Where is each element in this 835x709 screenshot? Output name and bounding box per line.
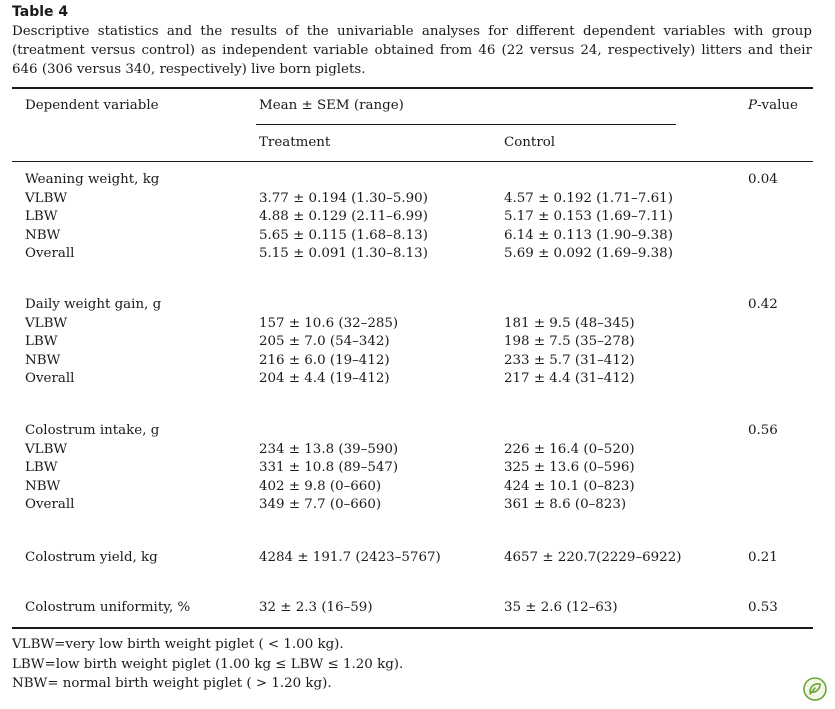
row-treatment-value: 5.15 ± 0.091 (1.30–8.13) — [259, 246, 428, 262]
footnote-lbw: LBW=low birth weight piglet (1.00 kg ≤ LBW ≤ 1.20 kg). — [12, 656, 404, 672]
row-control-value: 198 ± 7.5 (35–278) — [504, 334, 635, 350]
row-treatment-value: 4.88 ± 0.129 (2.11–6.99) — [259, 209, 428, 225]
recycle-leaf-icon[interactable] — [803, 677, 827, 701]
table-title: Table 4 — [12, 4, 69, 20]
row-label: Colostrum yield, kg — [25, 550, 158, 565]
header-p-suffix: -value — [757, 98, 798, 113]
footnote-nbw: NBW= normal birth weight piglet ( > 1.20 kg). — [12, 676, 332, 691]
row-control-value: 361 ± 8.6 (0–823) — [504, 497, 627, 513]
group-p-value: 0.42 — [748, 297, 778, 312]
row-control-value: 5.69 ± 0.092 (1.69–9.38) — [504, 246, 673, 262]
row-label: Overall — [25, 371, 75, 387]
row-label: LBW — [25, 460, 58, 476]
row-label: Overall — [25, 246, 75, 262]
header-control: Control — [504, 135, 556, 150]
group-p-value: 0.56 — [748, 423, 778, 438]
row-treatment-value: 4284 ± 191.7 (2423–5767) — [259, 550, 441, 565]
row-label: VLBW — [25, 190, 68, 206]
row-control-value: 4.57 ± 0.192 (1.71–7.61) — [504, 190, 673, 206]
header-subrule — [256, 124, 676, 125]
row-treatment-value: 157 ± 10.6 (32–285) — [259, 315, 399, 331]
row-label: Overall — [25, 497, 75, 513]
group-label: Colostrum intake, g — [25, 423, 160, 438]
table-header-rule — [12, 161, 813, 162]
group-label: Daily weight gain, g — [25, 297, 162, 312]
row-control-value: 424 ± 10.1 (0–823) — [504, 478, 635, 494]
row-control-value: 233 ± 5.7 (31–412) — [504, 352, 635, 368]
group-p-value: 0.04 — [748, 172, 778, 187]
row-treatment-value: 3.77 ± 0.194 (1.30–5.90) — [259, 190, 428, 206]
header-mean-sem: Mean ± SEM (range) — [259, 98, 404, 113]
row-treatment-value: 402 ± 9.8 (0–660) — [259, 478, 382, 494]
table-caption: Descriptive statistics and the results of the univariable analyses for different dependent variables with group (treatment versus control) as independent variable obtained from 46 (22 versus 24, respectively) litters and their 646 (306 versus 340, respectively) live born piglets. — [12, 24, 812, 77]
row-label: VLBW — [25, 441, 68, 457]
table-bottom-rule — [12, 627, 813, 629]
header-dependent-variable: Dependent variable — [25, 98, 159, 113]
group-label: Weaning weight, kg — [25, 172, 160, 187]
row-treatment-value: 216 ± 6.0 (19–412) — [259, 352, 390, 368]
row-label: NBW — [25, 227, 61, 243]
row-treatment-value: 204 ± 4.4 (19–412) — [259, 371, 390, 387]
row-label: NBW — [25, 478, 61, 494]
header-p-letter: P — [748, 98, 758, 113]
row-treatment-value: 5.65 ± 0.115 (1.68–8.13) — [259, 227, 428, 243]
row-p-value: 0.21 — [748, 550, 778, 565]
header-p-value — [748, 97, 798, 116]
row-label: LBW — [25, 334, 58, 350]
row-label: Colostrum uniformity, % — [25, 600, 191, 615]
row-control-value: 35 ± 2.6 (12–63) — [504, 600, 618, 615]
row-treatment-value: 32 ± 2.3 (16–59) — [259, 600, 373, 615]
table-footnotes — [12, 635, 403, 694]
row-control-value: 325 ± 13.6 (0–596) — [504, 460, 635, 476]
row-control-value: 5.17 ± 0.153 (1.69–7.11) — [504, 209, 673, 225]
table-top-rule — [12, 87, 813, 89]
row-control-value: 4657 ± 220.7(2229–6922) — [504, 550, 682, 565]
row-label: NBW — [25, 352, 61, 368]
header-treatment: Treatment — [259, 135, 331, 150]
row-treatment-value: 331 ± 10.8 (89–547) — [259, 460, 399, 476]
row-control-value: 181 ± 9.5 (48–345) — [504, 315, 635, 331]
row-control-value: 217 ± 4.4 (31–412) — [504, 371, 635, 387]
row-label: LBW — [25, 209, 58, 225]
row-p-value: 0.53 — [748, 600, 778, 615]
row-treatment-value: 205 ± 7.0 (54–342) — [259, 334, 390, 350]
row-label: VLBW — [25, 315, 68, 331]
row-treatment-value: 349 ± 7.7 (0–660) — [259, 497, 382, 513]
row-treatment-value: 234 ± 13.8 (39–590) — [259, 441, 399, 457]
footnote-vlbw: VLBW=very low birth weight piglet ( < 1.00 kg). — [12, 637, 344, 652]
row-control-value: 6.14 ± 0.113 (1.90–9.38) — [504, 227, 673, 243]
row-control-value: 226 ± 16.4 (0–520) — [504, 441, 635, 457]
